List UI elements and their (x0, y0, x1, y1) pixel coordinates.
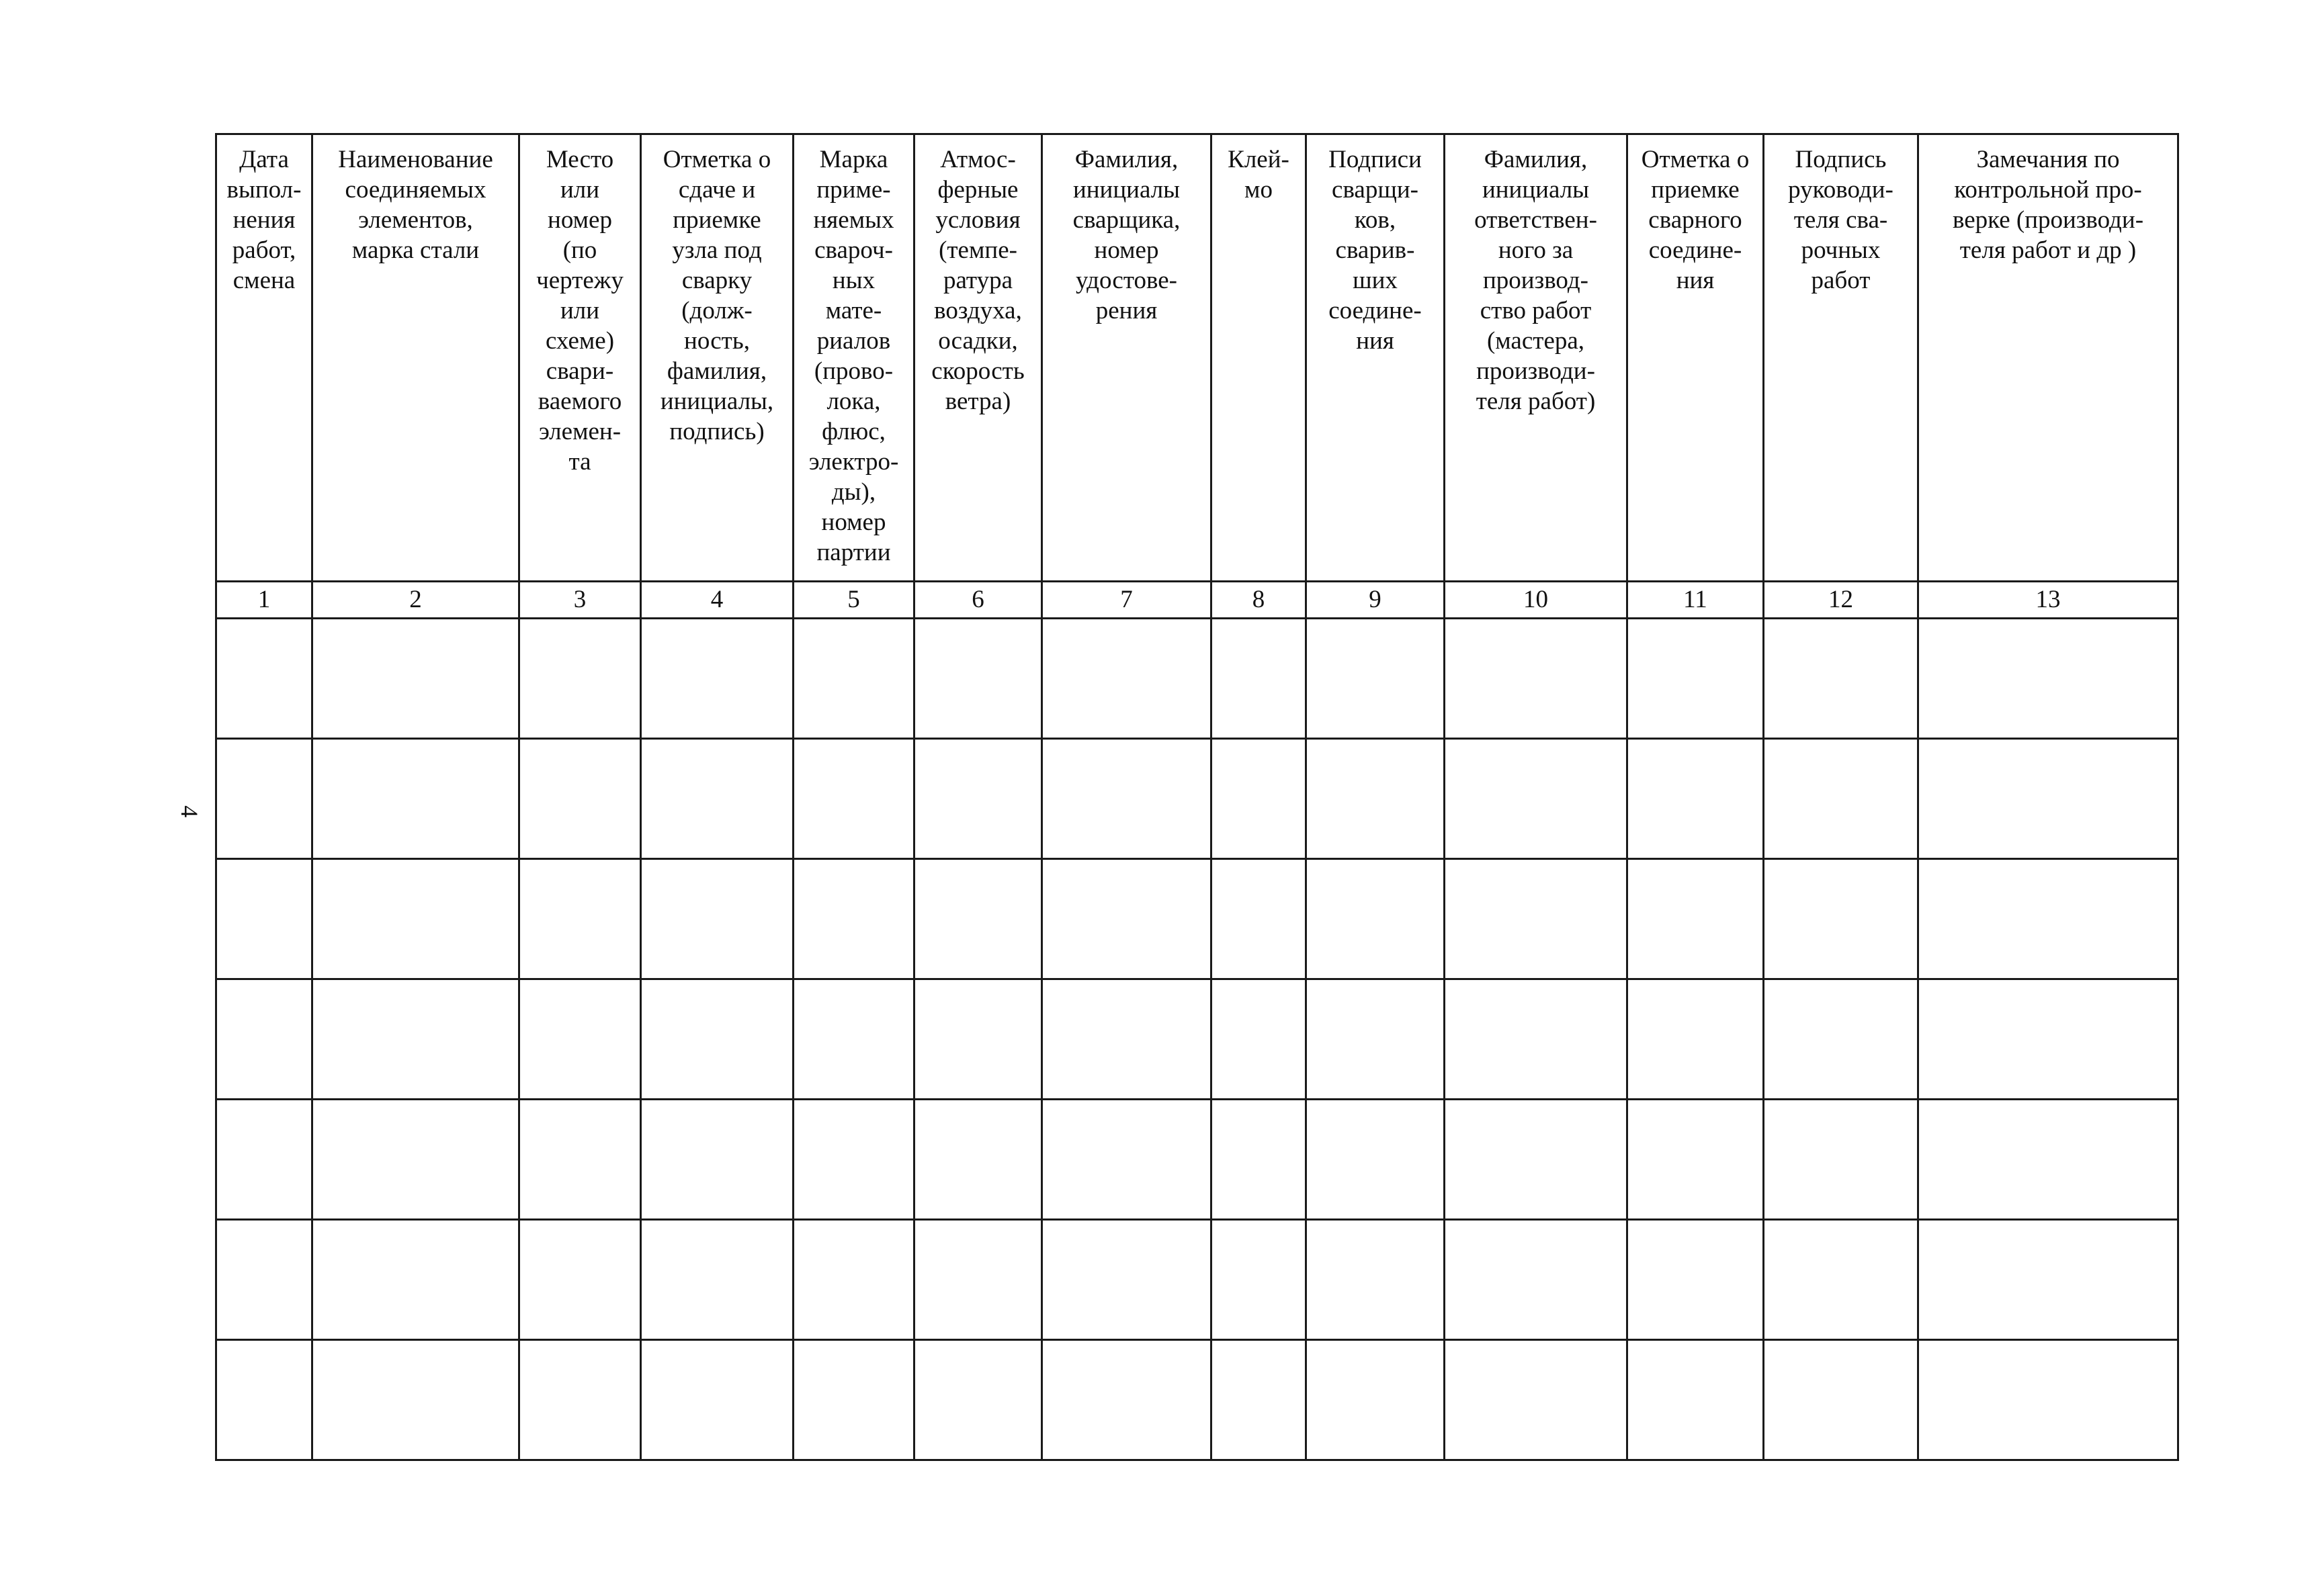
table-cell (1918, 1100, 2178, 1220)
table-cell (1445, 1340, 1627, 1460)
table-cell (914, 619, 1042, 739)
column-number: 4 (641, 582, 794, 619)
column-number: 11 (1627, 582, 1764, 619)
table-row (216, 1100, 2178, 1220)
page-number: 4 (176, 805, 203, 817)
table-cell (1445, 619, 1627, 739)
column-number: 6 (914, 582, 1042, 619)
table-cell (1918, 1220, 2178, 1340)
column-number: 13 (1918, 582, 2178, 619)
table-cell (641, 859, 794, 979)
table-cell (1764, 619, 1918, 739)
table-cell (312, 1220, 519, 1340)
column-number: 7 (1042, 582, 1211, 619)
header-cell-acceptance-mark: Отметка о приемке сварного соедине- ния (1627, 134, 1764, 582)
table-cell (519, 619, 641, 739)
table-cell (1918, 1340, 2178, 1460)
column-number: 8 (1211, 582, 1306, 619)
table-cell (1042, 1100, 1211, 1220)
header-cell-element-name: Наименование соединяемых элементов, марка стали (312, 134, 519, 582)
table-cell (216, 859, 312, 979)
table-cell (1306, 1100, 1445, 1220)
table-cell (216, 619, 312, 739)
table-cell (641, 619, 794, 739)
table-cell (519, 1220, 641, 1340)
header-cell-supervisor-signature: Подпись руководи- теля сва- рочных работ (1764, 134, 1918, 582)
table-cell (1306, 1220, 1445, 1340)
table-cell (312, 1100, 519, 1220)
table-cell (1211, 1100, 1306, 1220)
table-cell (641, 1100, 794, 1220)
table-row (216, 859, 2178, 979)
column-number: 12 (1764, 582, 1918, 619)
table-cell (914, 739, 1042, 859)
table-cell (216, 1220, 312, 1340)
table-cell (1627, 1100, 1764, 1220)
table-cell (794, 1100, 914, 1220)
table-cell (1918, 859, 2178, 979)
table-cell (1042, 859, 1211, 979)
table-cell (1042, 1220, 1211, 1340)
header-cell-element-location: Место или номер (по чертежу или схеме) свари- ваемого элемен- та (519, 134, 641, 582)
table-cell (216, 739, 312, 859)
table-row (216, 1340, 2178, 1460)
table-cell (1042, 1340, 1211, 1460)
table-cell (1211, 739, 1306, 859)
table-cell (312, 739, 519, 859)
header-cell-responsible-person: Фамилия, инициалы ответствен- ного за производ- ство работ (мастера, производи- теля работ) (1445, 134, 1627, 582)
table-cell (1306, 979, 1445, 1100)
table-cell (312, 979, 519, 1100)
table-cell (1445, 1100, 1627, 1220)
column-number: 1 (216, 582, 312, 619)
header-cell-welder-signatures: Подписи сварщи- ков, сварив- ших соедине- ния (1306, 134, 1445, 582)
table-cell (794, 739, 914, 859)
table-cell (519, 1100, 641, 1220)
table-cell (1764, 739, 1918, 859)
table-cell (1445, 739, 1627, 859)
table-cell (641, 979, 794, 1100)
table-cell (1211, 1340, 1306, 1460)
table-cell (1764, 859, 1918, 979)
table-cell (1627, 859, 1764, 979)
table-cell (519, 1340, 641, 1460)
table-cell (641, 1340, 794, 1460)
table-cell (1764, 979, 1918, 1100)
column-number: 9 (1306, 582, 1445, 619)
table-cell (1627, 1220, 1764, 1340)
table-cell (519, 739, 641, 859)
table-cell (1445, 1220, 1627, 1340)
table-cell (1306, 1340, 1445, 1460)
empty-entry-rows (216, 619, 2178, 1460)
table-cell (641, 1220, 794, 1340)
table-cell (1211, 979, 1306, 1100)
column-number: 10 (1445, 582, 1627, 619)
table-cell (1211, 619, 1306, 739)
welding-journal-table (215, 133, 2179, 1461)
table-row (216, 979, 2178, 1100)
table-cell (641, 739, 794, 859)
column-number: 2 (312, 582, 519, 619)
table-cell (312, 1340, 519, 1460)
table-row (216, 1220, 2178, 1340)
table-cell (1042, 739, 1211, 859)
table-cell (1764, 1100, 1918, 1220)
table-cell (1918, 619, 2178, 739)
table-cell (914, 1340, 1042, 1460)
table-cell (519, 859, 641, 979)
table-cell (519, 979, 641, 1100)
header-cell-remarks: Замечания по контрольной про- верке (производи- теля работ и др ) (1918, 134, 2178, 582)
table-row (216, 619, 2178, 739)
table-cell (1306, 619, 1445, 739)
table-cell (1042, 619, 1211, 739)
table-cell (1627, 739, 1764, 859)
table-cell (1627, 1340, 1764, 1460)
header-cell-date: Дата выпол- нения работ, смена (216, 134, 312, 582)
column-number-row (216, 582, 2178, 619)
table-cell (1445, 979, 1627, 1100)
table-cell (1764, 1220, 1918, 1340)
table-cell (312, 859, 519, 979)
table-cell (1918, 739, 2178, 859)
table-cell (216, 1100, 312, 1220)
table-cell (794, 619, 914, 739)
table-cell (1211, 859, 1306, 979)
header-row (216, 134, 2178, 582)
table-row (216, 739, 2178, 859)
table-cell (1445, 859, 1627, 979)
header-cell-stamp: Клей- мо (1211, 134, 1306, 582)
table-cell (1627, 619, 1764, 739)
table-cell (216, 1340, 312, 1460)
column-number: 5 (794, 582, 914, 619)
table-cell (216, 979, 312, 1100)
column-number: 3 (519, 582, 641, 619)
table-cell (794, 1220, 914, 1340)
table-cell (914, 979, 1042, 1100)
header-cell-welder-name: Фамилия, инициалы сварщика, номер удостове- рения (1042, 134, 1211, 582)
table-cell (1306, 739, 1445, 859)
table-cell (794, 1340, 914, 1460)
table-cell (794, 979, 914, 1100)
table-cell (312, 619, 519, 739)
header-cell-weather-conditions: Атмос- ферные условия (темпе- ратура воздуха, осадки, скорость ветра) (914, 134, 1042, 582)
header-cell-handover-mark: Отметка о сдаче и приемке узла под сварку (долж- ность, фамилия, инициалы, подпись) (641, 134, 794, 582)
table-cell (914, 1100, 1042, 1220)
table-cell (914, 859, 1042, 979)
table-cell (1211, 1220, 1306, 1340)
table-cell (1764, 1340, 1918, 1460)
table-cell (1306, 859, 1445, 979)
table-cell (794, 859, 914, 979)
table-cell (1627, 979, 1764, 1100)
table-cell (1042, 979, 1211, 1100)
header-cell-welding-materials: Марка приме- няемых свароч- ных мате- риалов (прово- лока, флюс, электро- ды), номер партии (794, 134, 914, 582)
table-cell (1918, 979, 2178, 1100)
table-cell (914, 1220, 1042, 1340)
